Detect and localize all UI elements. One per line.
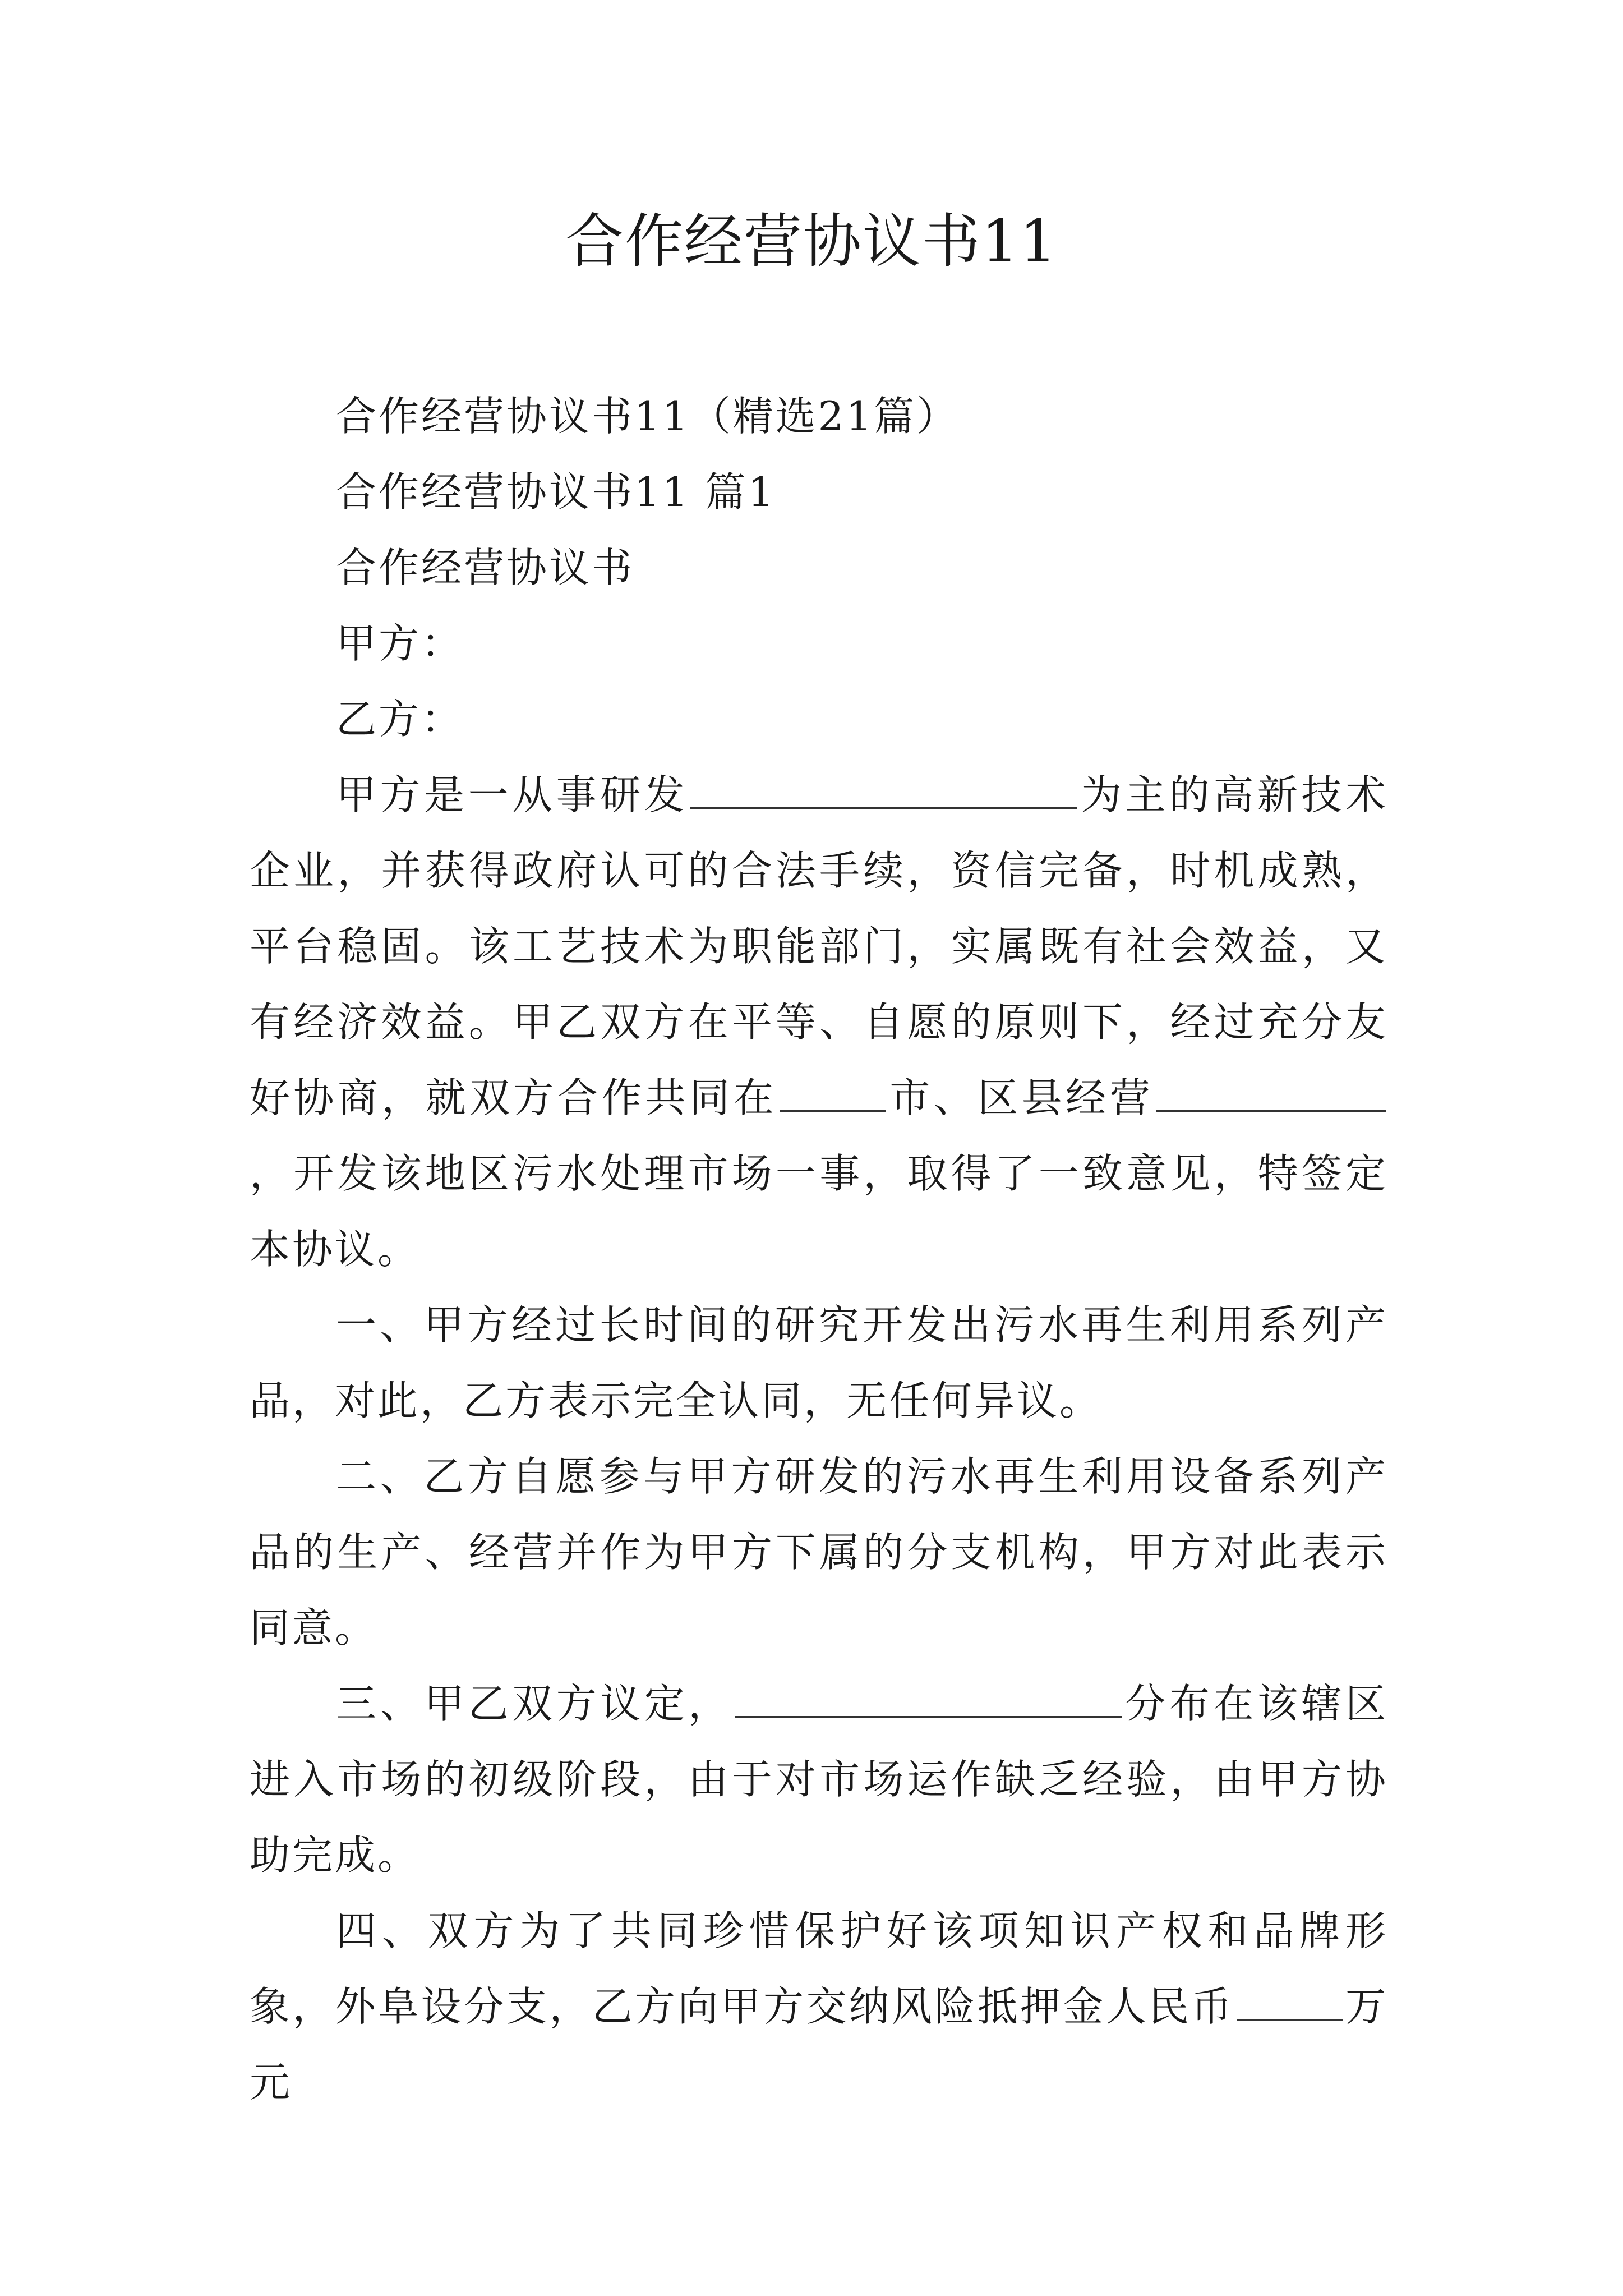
blank-field [1237,1985,1343,2021]
document-body [250,379,1388,2120]
agreement-heading: 合作经营协议书 [336,544,635,591]
blank-field [690,774,1077,809]
paragraph-intro-part-b: 为主的高新技术企业，并获得政府认可的合法手续，资信完备，时机成熟，平台稳固。该工艺技术为职能部门，实属既有社会效益，又有经济效益。甲乙双方在平等、自愿的原则下，经过充分友好协商，就双方合作共同在 [250,771,1388,1121]
clause-4-part-b: 万元 [250,1983,1388,2106]
party-a-line: 甲方： [336,620,464,667]
blank-field [735,1682,1122,1718]
blank-field [1156,1076,1386,1112]
clause-1: 一、甲方经过长时间的研究开发出污水再生利用系列产品，对此，乙方表示完全认同，无任何异议。 [250,1301,1388,1424]
clause-2: 二、乙方自愿参与甲方研发的污水再生利用设备系列产品的生产、经营并作为甲方下属的分支机构，甲方对此表示同意。 [250,1453,1388,1651]
section-heading: 合作经营协议书11 篇1 [336,468,776,516]
paragraph-intro-part-c: 市、区县经营 [888,1074,1154,1121]
subtitle-line: 合作经营协议书11（精选21篇） [336,393,960,440]
paragraph-intro [250,757,1388,1287]
document-title: 合作经营协议书11 [565,207,1058,275]
paragraph-intro-part-a: 甲方是一从事研发 [336,771,689,818]
clause-3 [250,1666,1388,1893]
clause-4 [250,1893,1388,2120]
clause-3-part-b: 分布在该辖区进入市场的初级阶段，由于对市场运作缺乏经验，由甲方协助完成。 [250,1680,1388,1879]
blank-field [780,1076,886,1112]
party-b-line: 乙方： [336,696,464,743]
clause-4-part-a: 四、双方为了共同珍惜保护好该项知识产权和品牌形象，外阜设分支，乙方向甲方交纳风险抵押金人民币 [250,1907,1388,2030]
clause-3-part-a: 三、甲乙双方议定， [336,1680,732,1727]
paragraph-intro-part-d: ，开发该地区污水处理市场一事，取得了一致意见，特签定本协议。 [250,1150,1388,1273]
